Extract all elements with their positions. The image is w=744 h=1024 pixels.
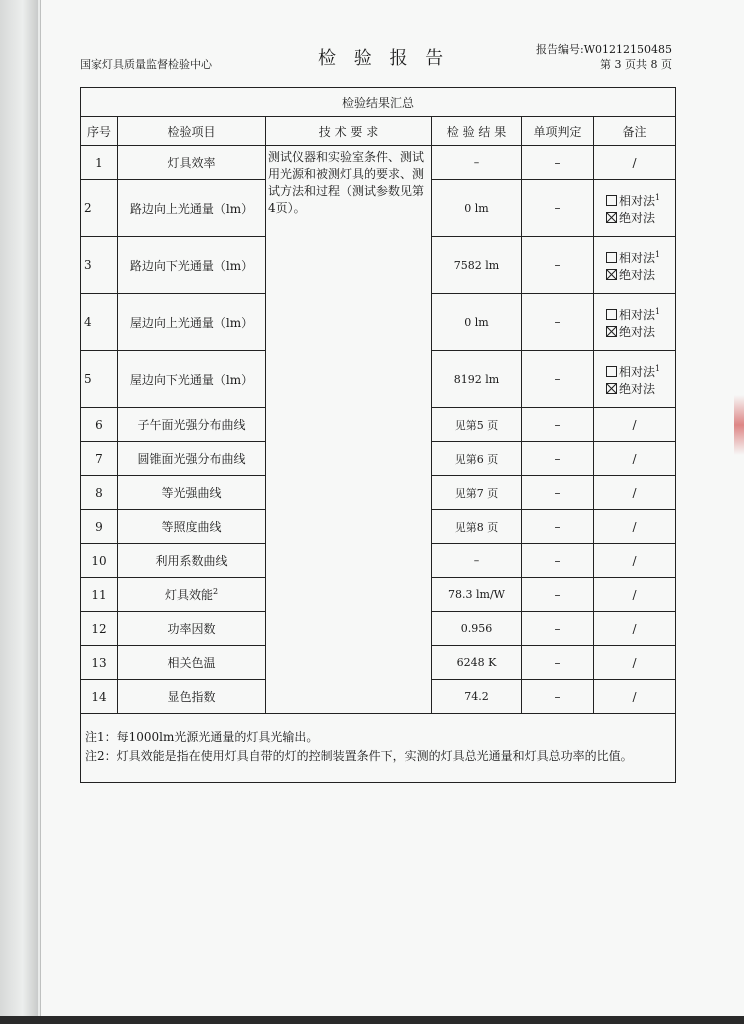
notes-cell xyxy=(81,714,676,783)
item-judgement: – xyxy=(522,408,594,442)
remark: / xyxy=(594,578,676,612)
relative-method-option xyxy=(606,246,675,267)
inspection-result: 0 lm xyxy=(432,180,522,237)
checked-box-icon xyxy=(606,212,617,223)
absolute-method-label: 绝对法 xyxy=(619,382,656,396)
table-header-row xyxy=(81,117,676,146)
footnote-ref: 1 xyxy=(655,307,661,316)
organization-name: 国家灯具质量监督检验中心 xyxy=(80,58,212,71)
remark: / xyxy=(594,408,676,442)
checked-box-icon xyxy=(606,326,617,337)
inspection-item-label: 圆锥面光强分布曲线 xyxy=(137,452,246,466)
inspection-result: 74.2 xyxy=(432,680,522,714)
row-number: 9 xyxy=(81,510,118,544)
inspection-item xyxy=(118,578,266,612)
remark xyxy=(594,180,676,237)
relative-method-label: 相对法 xyxy=(619,194,656,208)
absolute-method-option xyxy=(606,324,675,341)
remark: / xyxy=(594,680,676,714)
technical-requirement: 测试仪器和实验室条件、测试用光源和被测灯具的要求、测试方法和过程（测试参数见第4页）。 xyxy=(266,146,432,714)
inspection-item xyxy=(118,146,266,180)
inspection-item-label: 路边向下光通量（lm） xyxy=(129,258,254,273)
row-number: 3 xyxy=(81,237,118,294)
inspection-item-label: 灯具效能 xyxy=(164,588,213,602)
binding-strip xyxy=(0,0,38,1024)
inspection-item-label: 路边向上光通量（lm） xyxy=(129,201,254,216)
row-number: 12 xyxy=(81,612,118,646)
inspection-item xyxy=(118,294,266,351)
remark: / xyxy=(594,146,676,180)
remark: / xyxy=(594,612,676,646)
remark xyxy=(594,237,676,294)
item-judgement: – xyxy=(522,476,594,510)
item-judgement: – xyxy=(522,294,594,351)
col-header-judgement: 单项判定 xyxy=(522,117,594,146)
notes-row xyxy=(81,714,676,783)
footnote-ref: 1 xyxy=(655,364,661,373)
table-body xyxy=(81,146,676,714)
inspection-result: – xyxy=(432,146,522,180)
inspection-item xyxy=(118,680,266,714)
unchecked-box-icon xyxy=(606,252,617,263)
absolute-method-option xyxy=(606,381,675,398)
item-judgement: – xyxy=(522,351,594,408)
col-header-item: 检验项目 xyxy=(118,117,266,146)
inspection-item-label: 等光强曲线 xyxy=(161,486,222,500)
item-judgement: – xyxy=(522,578,594,612)
note-2: 注2：灯具效能是指在使用灯具自带的灯的控制装置条件下，实测的灯具总光通量和灯具总功率的比值。 xyxy=(85,749,633,763)
red-stamp-mark xyxy=(734,395,744,455)
remark xyxy=(594,294,676,351)
remark: / xyxy=(594,510,676,544)
row-number: 1 xyxy=(81,146,118,180)
col-header-remark: 备注 xyxy=(594,117,676,146)
item-judgement: – xyxy=(522,612,594,646)
inspection-item-label: 子午面光强分布曲线 xyxy=(137,418,246,432)
unchecked-box-icon xyxy=(606,366,617,377)
footnote-ref: 1 xyxy=(655,250,661,259)
inspection-item xyxy=(118,351,266,408)
item-judgement: – xyxy=(522,180,594,237)
inspection-item xyxy=(118,646,266,680)
row-number: 11 xyxy=(81,578,118,612)
row-number: 7 xyxy=(81,442,118,476)
inspection-result: 0.956 xyxy=(432,612,522,646)
inspection-item-label: 相关色温 xyxy=(167,656,216,670)
report-title: 检 验 报 告 xyxy=(318,48,450,69)
item-judgement: – xyxy=(522,544,594,578)
remark: / xyxy=(594,442,676,476)
inspection-result: – xyxy=(432,544,522,578)
absolute-method-option xyxy=(606,267,675,284)
scan-bottom-edge xyxy=(0,1016,744,1024)
inspection-item-label: 灯具效率 xyxy=(167,156,216,170)
report-meta xyxy=(536,42,672,72)
absolute-method-label: 绝对法 xyxy=(619,211,656,225)
inspection-result: 78.3 lm/W xyxy=(432,578,522,612)
inspection-item xyxy=(118,237,266,294)
inspection-item xyxy=(118,180,266,237)
row-number: 13 xyxy=(81,646,118,680)
inspection-result: 6248 K xyxy=(432,646,522,680)
item-judgement: – xyxy=(522,146,594,180)
item-judgement: – xyxy=(522,510,594,544)
relative-method-option xyxy=(606,189,675,210)
inspection-item-label: 屋边向下光通量（lm） xyxy=(129,372,254,387)
remark xyxy=(594,351,676,408)
absolute-method-label: 绝对法 xyxy=(619,268,656,282)
item-judgement: – xyxy=(522,680,594,714)
col-header-result: 检 验 结 果 xyxy=(432,117,522,146)
item-judgement: – xyxy=(522,646,594,680)
absolute-method-option xyxy=(606,210,675,227)
inspection-item-label: 功率因数 xyxy=(167,622,216,636)
note-1: 注1：每1000lm光源光通量的灯具光输出。 xyxy=(85,730,319,744)
footnote-ref: 1 xyxy=(655,193,661,202)
inspection-item-label: 利用系数曲线 xyxy=(155,554,228,568)
item-judgement: – xyxy=(522,442,594,476)
inspection-item xyxy=(118,476,266,510)
row-number: 6 xyxy=(81,408,118,442)
inspection-result: 见第8 页 xyxy=(432,510,522,544)
remark: / xyxy=(594,476,676,510)
relative-method-label: 相对法 xyxy=(619,365,656,379)
inspection-result: 7582 lm xyxy=(432,237,522,294)
inspection-result: 0 lm xyxy=(432,294,522,351)
inspection-item-label: 显色指数 xyxy=(167,690,216,704)
row-number: 14 xyxy=(81,680,118,714)
checked-box-icon xyxy=(606,383,617,394)
relative-method-label: 相对法 xyxy=(619,308,656,322)
unchecked-box-icon xyxy=(606,309,617,320)
inspection-result: 见第7 页 xyxy=(432,476,522,510)
table-row xyxy=(81,146,676,180)
inspection-item-label: 等照度曲线 xyxy=(161,520,222,534)
relative-method-option xyxy=(606,303,675,324)
absolute-method-label: 绝对法 xyxy=(619,325,656,339)
page-info: 第 3 页共 8 页 xyxy=(600,58,672,71)
unchecked-box-icon xyxy=(606,195,617,206)
inspection-item xyxy=(118,612,266,646)
inspection-item xyxy=(118,510,266,544)
results-summary-table xyxy=(80,87,676,783)
remark: / xyxy=(594,544,676,578)
item-judgement: – xyxy=(522,237,594,294)
relative-method-option xyxy=(606,360,675,381)
report-number: 报告编号:W01212150485 xyxy=(536,43,672,56)
col-header-no: 序号 xyxy=(81,117,118,146)
row-number: 4 xyxy=(81,294,118,351)
remark: / xyxy=(594,646,676,680)
inspection-result: 见第6 页 xyxy=(432,442,522,476)
row-number: 8 xyxy=(81,476,118,510)
relative-method-label: 相对法 xyxy=(619,251,656,265)
table-caption: 检验结果汇总 xyxy=(81,88,676,117)
inspection-item xyxy=(118,442,266,476)
inspection-item-label: 屋边向上光通量（lm） xyxy=(129,315,254,330)
inspection-item xyxy=(118,408,266,442)
footnote-ref: 2 xyxy=(212,587,219,596)
inspection-item xyxy=(118,544,266,578)
col-header-requirement: 技 术 要 求 xyxy=(266,117,432,146)
checked-box-icon xyxy=(606,269,617,280)
row-number: 5 xyxy=(81,351,118,408)
inspection-result: 8192 lm xyxy=(432,351,522,408)
inspection-result: 见第5 页 xyxy=(432,408,522,442)
row-number: 10 xyxy=(81,544,118,578)
row-number: 2 xyxy=(81,180,118,237)
